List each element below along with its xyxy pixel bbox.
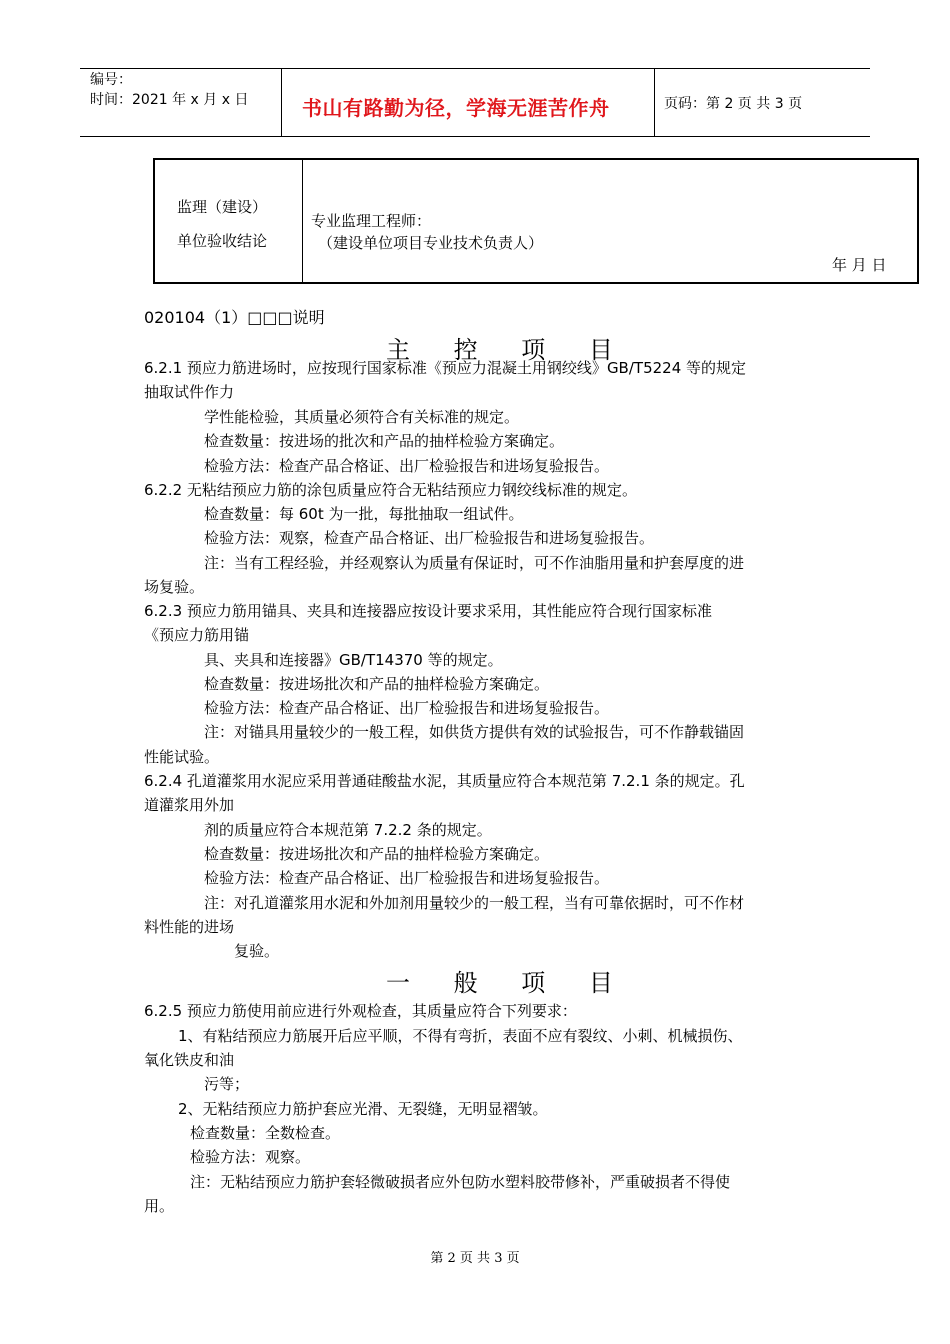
clause-6-2-3-line2: 《预应力筋用锚 — [144, 626, 250, 644]
header-divider-right — [654, 69, 655, 136]
header-bottom-rule — [80, 136, 870, 137]
owner-representative-label: （建设单位项目专业技术负责人） — [318, 234, 544, 252]
clause-6-2-1-line3: 学性能检验，其质量必须符合有关标准的规定。 — [204, 408, 520, 426]
acceptance-table-divider — [302, 158, 303, 284]
clause-6-2-5-line1: 6.2.5 预应力筋使用前应进行外观检查，其质量应符合下列要求： — [144, 1002, 577, 1020]
clause-6-2-1-line2: 抽取试件作力 — [144, 383, 235, 401]
clause-6-2-4-line3: 剂的质量应符合本规范第 7.2.2 条的规定。 — [204, 821, 492, 839]
header-top-rule — [80, 68, 870, 69]
acceptance-label-line1: 监理（建设） — [177, 198, 268, 216]
header-divider-left — [281, 69, 282, 136]
acceptance-label-line2: 单位验收结论 — [177, 232, 268, 250]
header-motto: 书山有路勤为径，学海无涯苦作舟 — [302, 96, 610, 120]
clause-6-2-3-check-quantity: 检查数量：按进场批次和产品的抽样检验方案确定。 — [204, 675, 550, 693]
supervising-engineer-label: 专业监理工程师： — [311, 212, 432, 230]
section-label: 020104（1）□□□说明 — [144, 308, 325, 327]
clause-6-2-4-note-line1: 注：对孔道灌浆用水泥和外加剂用量较少的一般工程，当有可靠依据时，可不作材 — [204, 894, 745, 912]
header-page-info: 页码：第 2 页 共 3 页 — [664, 96, 803, 112]
clause-6-2-5-note-line1: 注：无粘结预应力筋护套轻微破损者应外包防水塑料胶带修补，严重破损者不得使 — [190, 1173, 731, 1191]
clause-6-2-5-item1-line3: 污等； — [204, 1075, 250, 1093]
clause-6-2-2-line1: 6.2.2 无粘结预应力筋的涂包质量应符合无粘结预应力钢绞线标准的规定。 — [144, 481, 637, 499]
clause-6-2-4-note-line3: 复验。 — [234, 942, 280, 960]
clause-6-2-4-note-line2: 料性能的进场 — [144, 918, 235, 936]
clause-6-2-1-line1: 6.2.1 预应力筋进场时，应按现行国家标准《预应力混凝土用钢绞线》GB/T5224 等的规定 — [144, 359, 747, 377]
clause-6-2-1-check-method: 检验方法：检查产品合格证、出厂检验报告和进场复验报告。 — [204, 457, 610, 475]
clause-6-2-4-line2: 道灌浆用外加 — [144, 796, 235, 814]
main-items-heading: 主 控 项 目 — [386, 336, 631, 364]
clause-6-2-5-item1-line2: 氧化铁皮和油 — [144, 1051, 235, 1069]
clause-6-2-5-check-quantity: 检查数量：全数检查。 — [190, 1124, 341, 1142]
acceptance-table — [153, 158, 919, 284]
clause-6-2-3-line3: 具、夹具和连接器》GB/T14370 等的规定。 — [204, 651, 503, 669]
clause-6-2-4-line1: 6.2.4 孔道灌浆用水泥应采用普通硅酸盐水泥，其质量应符合本规范第 7.2.1 条的规定。孔 — [144, 772, 745, 790]
clause-6-2-4-check-quantity: 检查数量：按进场批次和产品的抽样检验方案确定。 — [204, 845, 550, 863]
clause-6-2-5-note-line2: 用。 — [144, 1197, 175, 1215]
acceptance-date: 年 月 日 — [832, 256, 887, 274]
clause-6-2-5-item2: 2、无粘结预应力筋护套应光滑、无裂缝，无明显褶皱。 — [178, 1100, 548, 1118]
clause-6-2-5-check-method: 检验方法：观察。 — [190, 1148, 311, 1166]
clause-6-2-2-note-line2: 场复验。 — [144, 578, 205, 596]
general-items-heading: 一 般 项 目 — [386, 969, 631, 997]
clause-6-2-2-note-line1: 注：当有工程经验，并经观察认为质量有保证时，可不作油脂用量和护套厚度的进 — [204, 554, 745, 572]
clause-6-2-3-note-line1: 注：对锚具用量较少的一般工程，如供货方提供有效的试验报告，可不作静载锚固 — [204, 723, 745, 741]
clause-6-2-1-check-quantity: 检查数量：按进场的批次和产品的抽样检验方案确定。 — [204, 432, 565, 450]
clause-6-2-2-check-quantity: 检查数量：每 60t 为一批，每批抽取一组试件。 — [204, 505, 524, 523]
clause-6-2-3-note-line2: 性能试验。 — [144, 748, 220, 766]
document-number: 编号： — [90, 72, 132, 88]
page-footer: 第 2 页 共 3 页 — [430, 1251, 520, 1266]
clause-6-2-5-item1-line1: 1、有粘结预应力筋展开后应平顺，不得有弯折，表面不应有裂纹、小刺、机械损伤、 — [178, 1027, 743, 1045]
clause-6-2-4-check-method: 检验方法：检查产品合格证、出厂检验报告和进场复验报告。 — [204, 869, 610, 887]
clause-6-2-3-line1: 6.2.3 预应力筋用锚具、夹具和连接器应按设计要求采用，其性能应符合现行国家标准 — [144, 602, 712, 620]
clause-6-2-3-check-method: 检验方法：检查产品合格证、出厂检验报告和进场复验报告。 — [204, 699, 610, 717]
clause-6-2-2-check-method: 检验方法：观察，检查产品合格证、出厂检验报告和进场复验报告。 — [204, 529, 655, 547]
document-time: 时间：2021 年 x 月 x 日 — [90, 92, 249, 108]
